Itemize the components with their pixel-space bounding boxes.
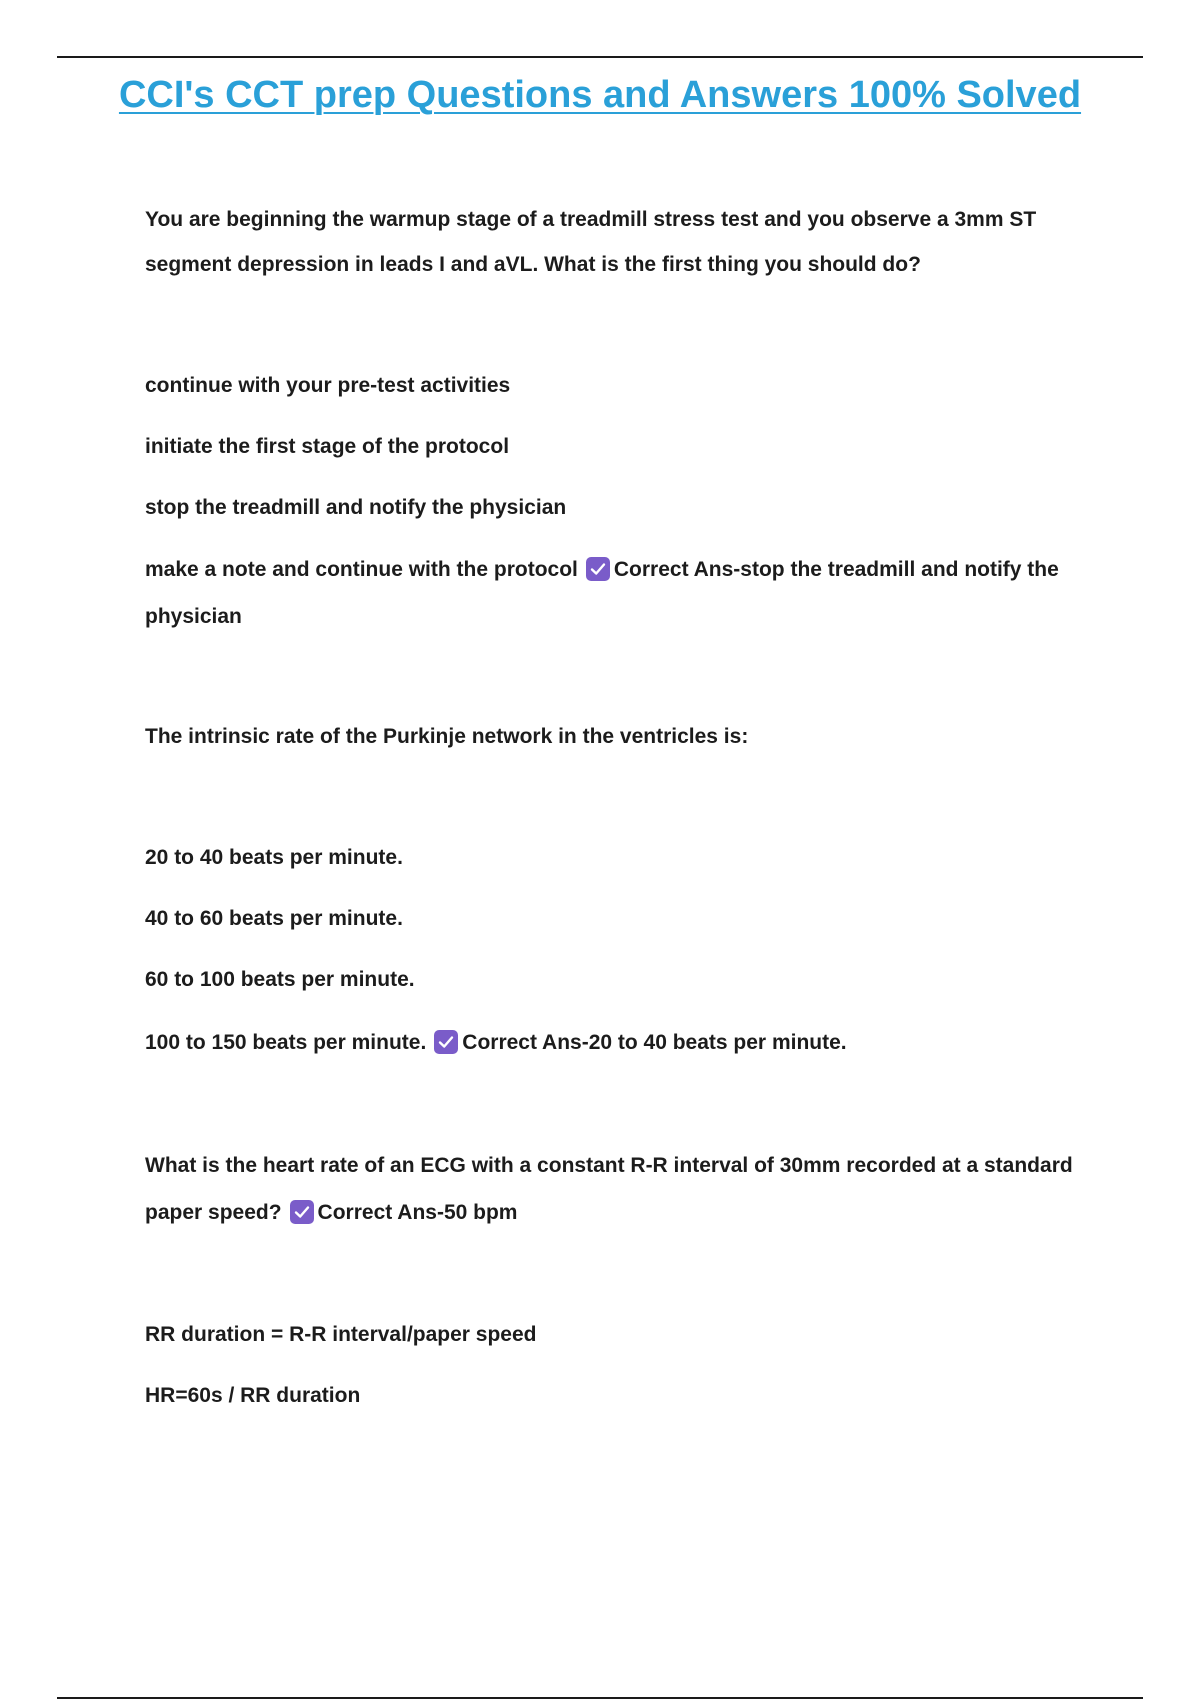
document-title: CCI's CCT prep Questions and Answers 100% Solved bbox=[118, 74, 1082, 116]
question-2-option-2: 40 to 60 beats per minute. bbox=[145, 907, 403, 930]
question-1-prompt-line-1: You are beginning the warmup stage of a treadmill stress test and you observe a 3mm ST bbox=[145, 208, 1037, 231]
check-box-icon bbox=[434, 1030, 458, 1054]
question-3-note-2: HR=60s / RR duration bbox=[145, 1384, 361, 1407]
question-3-note-1: RR duration = R-R interval/paper speed bbox=[145, 1323, 537, 1346]
question-2-option-3: 60 to 100 beats per minute. bbox=[145, 968, 415, 991]
question-1-prompt-line-2: segment depression in leads I and aVL. What is the first thing you should do? bbox=[145, 253, 921, 276]
question-2-option-4-with-answer bbox=[145, 1029, 847, 1057]
question-2-option-1: 20 to 40 beats per minute. bbox=[145, 846, 403, 869]
question-1-answer: Correct Ans-stop the treadmill and notify the bbox=[613, 558, 1059, 581]
question-3-prompt-line-2-with-answer bbox=[145, 1199, 517, 1227]
question-1-option-2: initiate the first stage of the protocol bbox=[145, 435, 510, 458]
question-2-answer: Correct Ans-20 to 40 beats per minute. bbox=[462, 1031, 847, 1054]
question-2-option-4: 100 to 150 beats per minute. bbox=[145, 1031, 427, 1054]
question-1-option-4-with-answer bbox=[145, 556, 1059, 584]
question-2-prompt-line-1: The intrinsic rate of the Purkinje network in the ventricles is: bbox=[145, 725, 749, 748]
question-3-answer: Correct Ans-50 bpm bbox=[317, 1201, 518, 1224]
check-box-icon bbox=[586, 557, 610, 581]
top-rule bbox=[57, 56, 1143, 58]
question-3-prompt-line-1: What is the heart rate of an ECG with a constant R-R interval of 30mm recorded at a standard bbox=[145, 1154, 1073, 1177]
check-box-icon bbox=[290, 1200, 314, 1224]
question-3-prompt-line-2: paper speed? bbox=[145, 1201, 282, 1224]
question-1-answer-continued: physician bbox=[145, 605, 242, 628]
question-1-option-1: continue with your pre-test activities bbox=[145, 374, 511, 397]
bottom-rule bbox=[57, 1697, 1143, 1699]
question-1-option-3: stop the treadmill and notify the physician bbox=[145, 496, 567, 519]
question-1-option-4: make a note and continue with the protocol bbox=[145, 558, 578, 581]
